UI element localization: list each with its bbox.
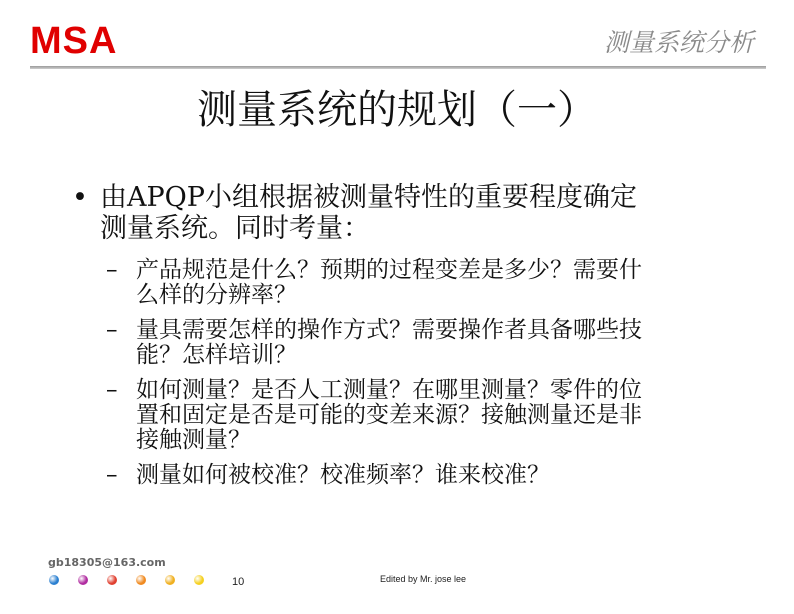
edited-by-credit: Edited by Mr. jose lee	[380, 574, 467, 584]
footer-dot	[49, 575, 59, 585]
header-divider	[30, 66, 766, 69]
main-bullet	[72, 182, 772, 244]
sub-bullet-list	[104, 258, 744, 498]
sub-bullet-marker: –	[106, 317, 118, 343]
footer-dot	[194, 575, 204, 585]
bullet-marker: •	[72, 182, 88, 213]
bullet-line-2: 测量系统。同时考量：	[100, 213, 370, 244]
bullet-text	[100, 182, 772, 244]
footer-dot	[78, 575, 88, 585]
sub-bullet-marker: –	[106, 377, 118, 403]
msa-logo: MSA	[30, 20, 118, 62]
sub-bullet-item	[104, 258, 744, 308]
section-title: 测量系统分析	[603, 28, 754, 57]
sub-bullet-line: 接触测量？	[136, 427, 251, 453]
sub-bullet-item	[104, 463, 744, 488]
slide-title: 测量系统的规划（一）	[197, 87, 597, 133]
sub-bullet-line: 产品规范是什么？预期的过程变差是多少？需要什	[136, 257, 642, 283]
sub-bullet-line: 测量如何被校准？校准频率？谁来校准？	[136, 462, 550, 488]
footer-dot	[107, 575, 117, 585]
footer-dot	[165, 575, 175, 585]
bullet-line-1: 由APQP小组根据被测量特性的重要程度确定	[100, 182, 637, 213]
sub-bullet-item	[104, 378, 744, 453]
sub-bullet-line: 能？怎样培训？	[136, 342, 297, 368]
sub-bullet-line: 置和固定是否是可能的变差来源？接触测量还是非	[136, 402, 642, 428]
sub-bullet-line: 如何测量？是否人工测量？在哪里测量？零件的位	[136, 377, 642, 403]
sub-bullet-line: 量具需要怎样的操作方式？需要操作者具备哪些技	[136, 317, 642, 343]
footer-dot	[136, 575, 146, 585]
page-number: 10	[232, 576, 245, 588]
footer-email: gb18305@163.com	[48, 556, 166, 569]
sub-bullet-marker: –	[106, 462, 118, 488]
sub-bullet-line: 么样的分辨率？	[136, 282, 297, 308]
sub-bullet-item	[104, 318, 744, 368]
sub-bullet-marker: –	[106, 257, 118, 283]
